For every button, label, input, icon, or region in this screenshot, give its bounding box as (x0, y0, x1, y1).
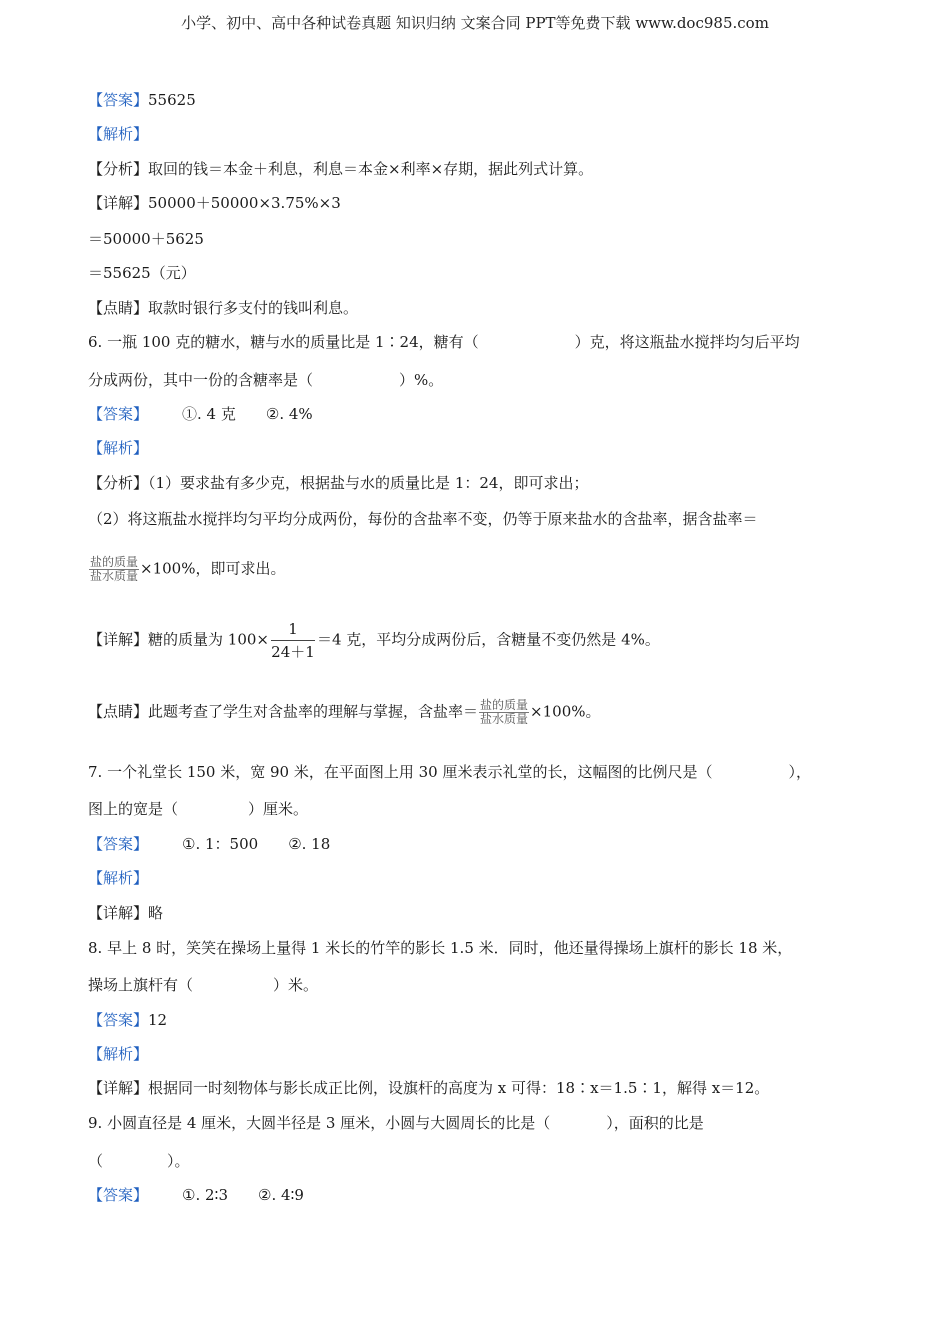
q8-stem-line2 (88, 974, 318, 996)
xiangjie-tag: 【详解】 (88, 1079, 149, 1097)
q6-fenxi-line (88, 472, 588, 494)
answer-text: 12 (148, 1011, 168, 1029)
q6-fenxi-line3 (88, 556, 285, 583)
q9-answer-line (88, 1184, 304, 1206)
xiangjie-tag: 【详解】 (88, 904, 149, 922)
dianjing-text: 此题考查了学生对含盐率的理解与掌握，含盐率＝ (148, 702, 479, 721)
q8-xiangjie-line (88, 1077, 769, 1099)
q5-xiangjie-step3: ＝55625（元） (88, 264, 196, 282)
q8-stem-part: 操场上旗杆有（ (88, 976, 194, 994)
q5-xiangjie-line (88, 192, 341, 214)
q5-xiangjie-step2: ＝50000＋5625 (88, 230, 204, 248)
answer-2: ②. 4% (265, 405, 313, 423)
analysis-tag: 【解析】 (88, 869, 149, 887)
q7-stem-part: ）， (788, 763, 812, 781)
answer-tag: 【答案】 (88, 835, 149, 853)
answer-text: 55625 (148, 91, 196, 109)
q9-stem-part: （ (88, 1152, 104, 1170)
q9-stem-part: 9. 小圆直径是 4 厘米，大圆半径是 3 厘米，小圆与大圆周长的比是（ (88, 1114, 551, 1132)
answer-2: ②. 18 (288, 835, 331, 853)
xiangjie-text: ＝4 克，平均分成两份后，含糖量不变仍然是 4%。 (316, 630, 660, 649)
q7-stem-part: 7. 一个礼堂长 150 米，宽 90 米，在平面图上用 30 厘米表示礼堂的长，这幅图的比例尺是（ (88, 763, 713, 781)
answer-1: ①. 1：500 (182, 835, 259, 853)
analysis-tag: 【解析】 (88, 125, 149, 143)
q5-analysis-line (88, 123, 148, 145)
q8-stem-line1: 8. 早上 8 时，笑笑在操场上量得 1 米长的竹竿的影长 1.5 米．同时，他还量得操场上旗杆的影长 18 米， (88, 939, 793, 957)
fraction-numerator: 盐的质量 (90, 555, 139, 569)
fenxi-tag: 【分析】 (88, 474, 149, 492)
q5-answer-line (88, 89, 196, 111)
salt-rate-fraction (479, 699, 529, 726)
fenxi-text: ×100%，即可求出。 (140, 559, 286, 578)
q8-analysis-line (88, 1043, 148, 1065)
answer-tag: 【答案】 (88, 405, 149, 423)
q9-stem-line2 (88, 1150, 190, 1172)
q6-stem-part: ）%。 (399, 371, 444, 389)
fraction-denominator: 盐水质量 (480, 712, 529, 726)
q7-analysis-line (88, 867, 148, 889)
q7-stem-part: 图上的宽是（ (88, 800, 179, 818)
analysis-tag: 【解析】 (88, 439, 149, 457)
xiangjie-tag: 【详解】 (88, 630, 149, 649)
q6-xiangjie-line (88, 618, 660, 663)
q7-answer-line (88, 833, 330, 855)
q6-stem-line1 (88, 331, 800, 353)
fraction-numerator: 盐的质量 (480, 698, 529, 712)
dianjing-tag: 【点睛】 (88, 299, 149, 317)
xiangjie-text: 50000＋50000×3.75%×3 (148, 194, 341, 212)
xiangjie-text: 糖的质量为 100× (148, 630, 269, 649)
dianjing-text: ×100%。 (530, 702, 601, 721)
q7-xiangjie-line (88, 902, 163, 924)
q6-stem-part: 6. 一瓶 100 克的糖水，糖与水的质量比是 1∶24，糖有（ (88, 333, 479, 351)
xiangjie-tag: 【详解】 (88, 194, 149, 212)
q6-dianjing-line (88, 699, 601, 726)
q5-dianjing-line (88, 297, 358, 319)
fraction-denominator: 24＋1 (271, 643, 315, 661)
q6-answer-line (88, 403, 313, 425)
q9-stem-line1 (88, 1112, 704, 1134)
answer-1: ①. 4 克 (182, 405, 236, 423)
q6-stem-part: 分成两份，其中一份的含糖率是（ (88, 371, 314, 389)
fenxi-tag: 【分析】 (88, 160, 149, 178)
q6-stem-part: ）克，将这瓶盐水搅拌均匀后平均 (574, 333, 800, 351)
fraction-numerator: 1 (271, 618, 315, 641)
salt-rate-fraction (89, 556, 139, 583)
answer-tag: 【答案】 (88, 1186, 149, 1204)
q7-stem-line2 (88, 798, 308, 820)
q9-stem-part: ），面积的比是 (606, 1114, 704, 1132)
q6-analysis-line (88, 437, 148, 459)
answer-2: ②. 4∶9 (258, 1186, 304, 1204)
xiangjie-text: 根据同一时刻物体与影长成正比例，设旗杆的高度为 x 可得：18∶x＝1.5∶1，解得 x＝12。 (148, 1079, 770, 1097)
dianjing-text: 取款时银行多支付的钱叫利息。 (148, 299, 359, 317)
q8-stem-part: ）米。 (273, 976, 319, 994)
analysis-tag: 【解析】 (88, 1045, 149, 1063)
q8-answer-line (88, 1009, 167, 1031)
sugar-fraction (271, 618, 315, 663)
fenxi-text: 取回的钱＝本金＋利息，利息＝本金×利率×存期，据此列式计算。 (148, 160, 594, 178)
page-header: 小学、初中、高中各种试卷真题 知识归纳 文案合同 PPT等免费下载 www.doc985.com (181, 14, 769, 32)
fenxi-text: （1）要求盐有多少克，根据盐与水的质量比是 1：24，即可求出； (148, 474, 589, 492)
dianjing-tag: 【点睛】 (88, 702, 149, 721)
answer-tag: 【答案】 (88, 1011, 149, 1029)
answer-1: ①. 2∶3 (182, 1186, 228, 1204)
q6-fenxi-line2: （2）将这瓶盐水搅拌均匀平均分成两份，每份的含盐率不变，仍等于原来盐水的含盐率，据含盐率＝ (88, 510, 758, 528)
xiangjie-text: 略 (148, 904, 164, 922)
q7-stem-part: ）厘米。 (248, 800, 309, 818)
fraction-denominator: 盐水质量 (90, 569, 139, 583)
q5-fenxi-line (88, 158, 593, 180)
answer-tag: 【答案】 (88, 91, 149, 109)
q6-stem-line2 (88, 369, 443, 391)
q9-stem-part: ）。 (167, 1152, 190, 1170)
q7-stem-line1 (88, 761, 811, 783)
